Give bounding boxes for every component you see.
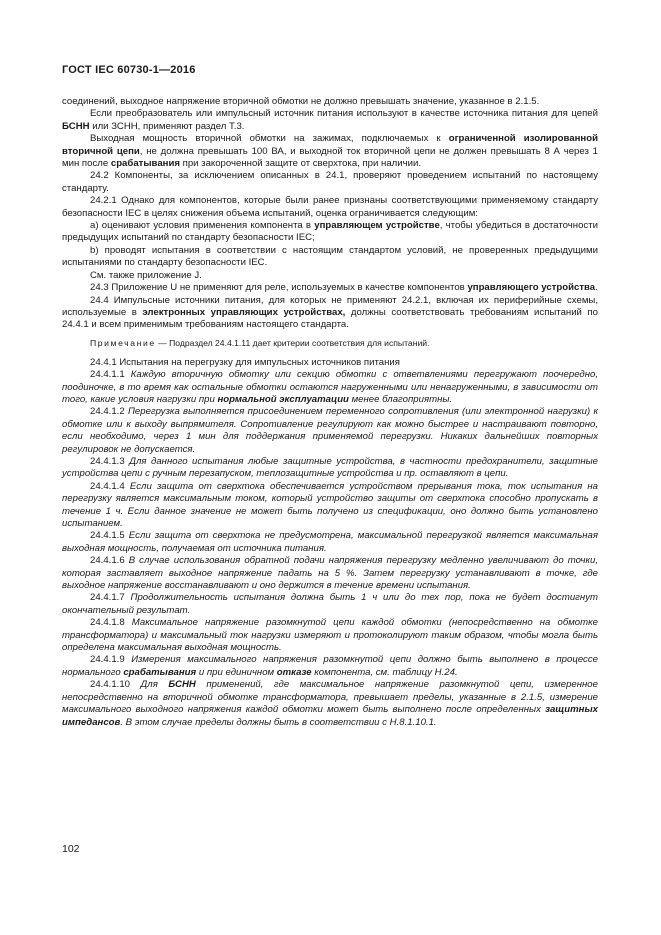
list-item-b: b) проводят испытания в соответствии с настоящим стандартом условий, не проверенных предыдущими испытаниями по стандарту безопасности IEC. [62,244,598,269]
clause-24-3: 24.3 Приложение U не применяют для реле, используемых в качестве компонентов управляющего устройства. [90,282,598,294]
term: защитных импедансов [62,704,598,728]
clause-24-4-1-7: 24.4.1.7 Продолжительность испытания должна быть 1 ч или до тех пор, пока не будет достигнут окончательный результат. [62,592,598,616]
paragraph: См. также приложение J. [90,269,202,281]
note-label: Примечание [90,337,156,348]
term: управляющем устройстве [314,220,440,232]
clause-24-4-1-9: 24.4.1.9 Измерения максимального напряжения разомкнутой цепи должно быть выполнено в процессе нормального срабатывания и при единичном отказе компонента, см. таблицу Н.24. [62,654,598,678]
clause-24-2-1: 24.2.1 Однако для компонентов, которые были ранее признаны соответствующими применяемому стандарту безопасности IEC в целях снижения объема испытаний, оценка ограничивается следующим: [62,195,598,219]
term: БСНН [168,679,196,691]
clause-24-4-1-6: 24.4.1.6 В случае использования обратной подачи напряжения перегрузку медленно увеличивают до точки, которая заставляет выходное напряжение падать на 5 %. Затем перегрузку устанавливают в точке, где выходное напряжение восстанавливают и оно держится в течение времени испытания. [62,555,598,592]
clause-24-4: 24.4 Импульсные источники питания, для которых не применяют 24.2.1, включая их периферийные схемы, используемые в электронных управляющих устройствах, должны соответствовать требованиям испытаний по 24.4.1 и всем применимым требованиям настоящего стандарта. [62,294,598,331]
term: срабатывания [123,666,197,678]
paragraph: Выходная мощность вторичной обмотки на зажимах, подключаемых к ограниченной изолированной вторичной цепи, не должна превышать 100 ВА, и выходной ток вторичной цепи не должен превышать 8 А через 1 мин после срабатывания при закороченной защите от сверхтока, при наличии. [62,133,598,170]
clause-24-4-1-3: 24.4.1.3 Для данного испытания любые защитные устройства, в частности предохранители, защитные устройства цепи с ручным перезапуском, теплозащитные устройства и пр. оставляют в цепи. [62,455,599,480]
page-body [62,96,598,729]
term: ограниченной изолированной вторичной цепи [62,133,598,157]
page-number: 102 [62,843,80,855]
term: отказе [276,666,312,678]
clause-24-4-1-5: 24.4.1.5 Если защита от сверхтока не предусмотрена, максимальной перегрузкой является максимальная выходная мощность, получаемая от источника питания. [62,530,598,554]
list-item-a: a) оценивают условия применения компонента в управляющем устройстве, чтобы убедиться в достаточности предыдущих испытаний по стандарту безопасности IEC; [62,220,598,244]
clause-24-4-1-1: 24.4.1.1 Каждую вторичную обмотку или секцию обмотки с ответвлениями перегружают поочередно, поодиночке, в то время как остальные обмотки остаются нагруженными или ненагруженными, в зависимости от того, какие условия нагрузки при нормальной эксплуатации менее благоприятны. [62,369,598,405]
term: управляющего устройства [467,282,596,294]
clause-24-2: 24.2 Компоненты, за исключением описанных в 24.1, проверяют проведением испытаний по настоящему стандарту. [62,170,598,194]
term: нормальной эксплуатации [217,393,349,405]
clause-24-4-1-2: 24.4.1.2 Перегрузка выполняется присоединением переменного сопротивления (или электронной нагрузки) к обмотке или к выходу выпрямителя. Сопротивление регулируют как можно быстрее и настраивают повторно, если необходимо, через 1 мин для поддержания применяемой перегрузки. Никаких дальнейших повторных регулировок не допускается. [62,406,598,455]
term: срабатывания [110,158,180,170]
paragraph: Если преобразователь или импульсный источник питания используют в качестве источника питания для цепей БСНН или ЗСНН, применяют раздел Т.3. [62,108,598,132]
note: Примечание — Подраздел 24.4.1.11 дает критерии соответствия для испытаний. [90,337,430,348]
clause-24-4-1-4: 24.4.1.4 Если защита от сверхтока обеспечивается устройством прерывания тока, ток испытания на перегрузку является максимальным током, который устройство защиты от сверхтока способно пропускать в течение 1 ч. Если данное значение не может быть получено из спецификации, оно должно быть установлено испытанием. [62,480,599,529]
clause-24-4-1: 24.4.1 Испытания на перегрузку для импульсных источников питания [90,356,400,368]
page-header: ГОСТ IEC 60730-1—2016 [62,64,196,76]
document-page [62,0,598,935]
clause-24-4-1-10: 24.4.1.10 Для БСНН применений, где максимальное напряжение разомкнутой цепи, измеренное непосредственно на вторичной обмотке трансформатора, превышает пределы, указанные в 2.1.5, измерение максимального выходного напряжения каждой обмотки может быть выполнено после определенных защитных импедансов. В этом случае пределы должны быть в соответствии с Н.8.1.10.1. [62,679,598,728]
term: электронных управляющих устройствах, [142,306,346,318]
paragraph: соединений, выходное напряжение вторичной обмотки не должно превышать значение, указанное в 2.1.5. [62,96,540,107]
term: БСНН [62,120,90,132]
clause-24-4-1-8: 24.4.1.8 Максимальное напряжение разомкнутой цепи каждой обмотки (непосредственно на обмотке трансформатора) и максимальный ток нагрузки измеряют и протоколируют таким образом, чтобы могла быть определена максимальная выходная мощность. [62,617,598,654]
